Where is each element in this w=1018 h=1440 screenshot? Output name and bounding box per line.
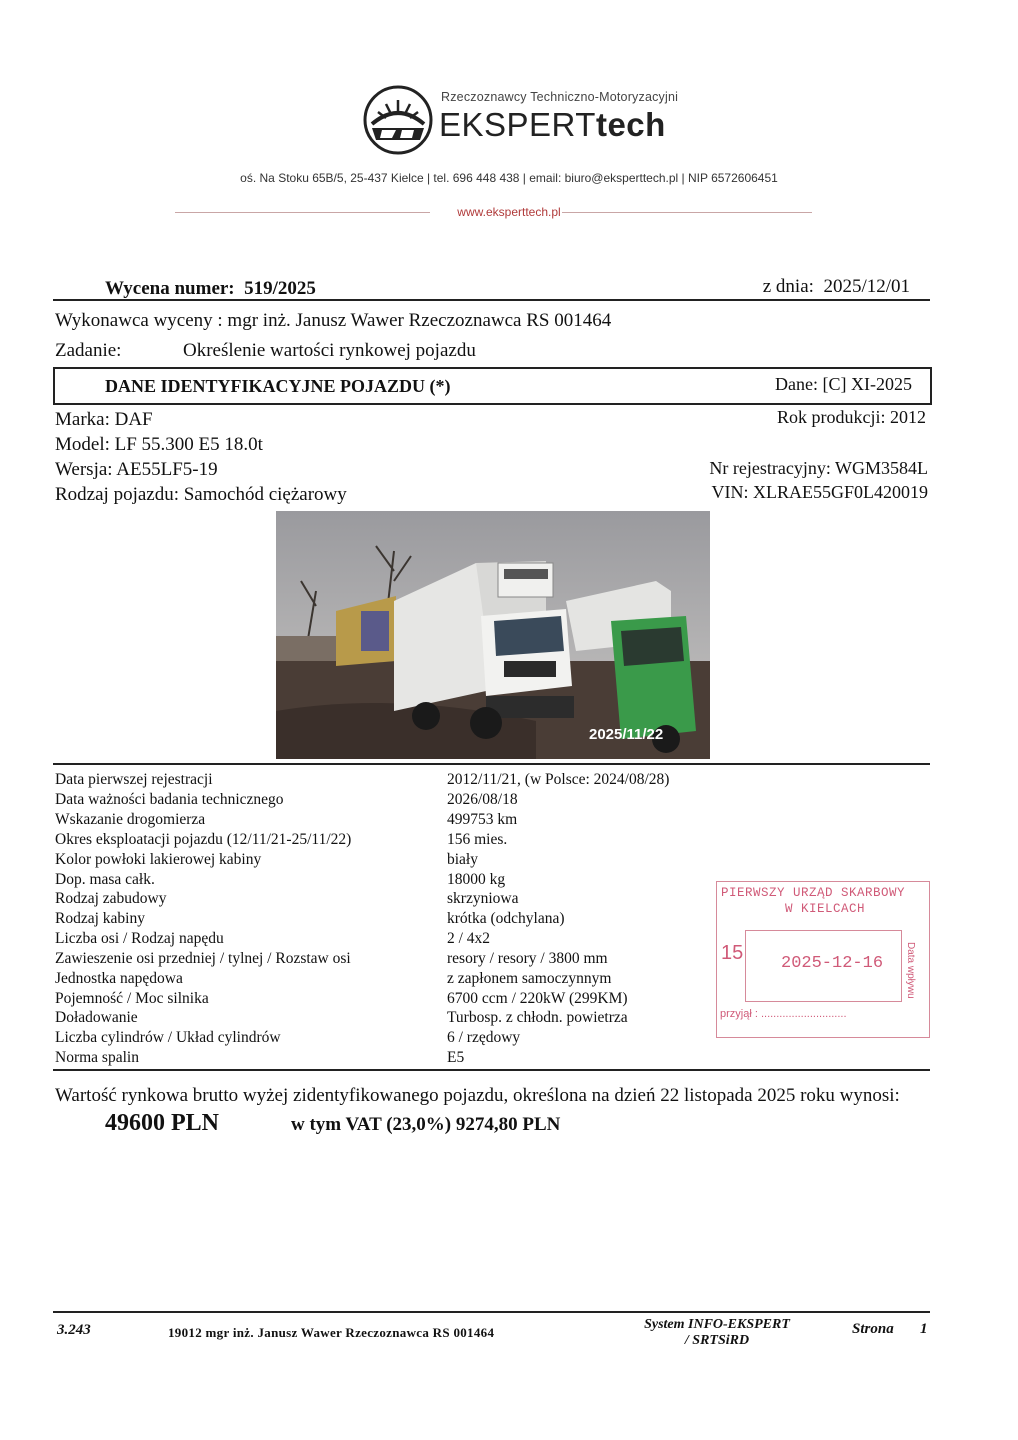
company-website-link[interactable]: www.eksperttech.pl (457, 205, 561, 219)
eksperttech-logo-icon (362, 84, 434, 156)
spec-label: Liczba cylindrów / Układ cylindrów (55, 1029, 281, 1046)
spec-value: 499753 km (447, 811, 518, 828)
spec-value: 2 / 4x2 (447, 930, 491, 947)
spec-label: Okres eksploatacji pojazdu (12/11/21-25/11/22) (55, 831, 352, 848)
divider (53, 1311, 930, 1313)
divider (53, 299, 930, 301)
vat-amount: w tym VAT (23,0%) 9274,80 PLN (291, 1114, 561, 1135)
divider (53, 763, 930, 765)
vin-number: VIN: XLRAE55GF0L420019 (711, 482, 928, 502)
valuation-number-value: 519/2025 (244, 278, 316, 299)
data-source-label: Dane: [C] XI-2025 (775, 374, 912, 394)
spec-value: 156 mies. (447, 831, 508, 848)
spec-value: resory / resory / 3800 mm (447, 950, 608, 967)
identification-box (53, 367, 932, 405)
stamp-number: 15 (721, 942, 744, 964)
contractor: Wykonawca wyceny : mgr inż. Janusz Wawer Rzeczoznawca RS 001464 (55, 310, 612, 331)
footer-system (560, 1317, 874, 1349)
divider (562, 212, 812, 213)
photo-date-stamp: 2025/11/22 (589, 726, 664, 743)
spec-value: z zapłonem samoczynnym (447, 970, 612, 987)
valuation-statement: Wartość rynkowa brutto wyżej zidentyfikowanego pojazdu, określona na dzień 22 listopada 2025 roku wynosi: (55, 1085, 900, 1106)
valuation-number-label: Wycena numer: (105, 278, 235, 299)
stamp-office-name: PIERWSZY URZĄD SKARBOWY (721, 886, 906, 900)
stamp-city: W KIELCACH (785, 902, 866, 916)
spec-label: Dop. masa całk. (55, 871, 155, 888)
footer-version: 3.243 (57, 1322, 91, 1338)
spec-label: Kolor powłoki lakierowej kabiny (55, 851, 262, 868)
spec-value: skrzyniowa (447, 890, 519, 907)
spec-label: Data ważności badania technicznego (55, 791, 284, 808)
spec-label: Rodzaj zabudowy (55, 890, 167, 907)
task-value: Określenie wartości rynkowej pojazdu (183, 340, 476, 361)
stamp-side-label: Data wpływu (905, 942, 916, 999)
identification-title: DANE IDENTYFIKACYJNE POJAZDU (*) (105, 376, 451, 396)
spec-value: 6 / rzędowy (447, 1029, 521, 1046)
spec-label: Rodzaj kabiny (55, 910, 145, 927)
valuation-number (105, 278, 316, 300)
spec-label: Doładowanie (55, 1009, 138, 1026)
footer-author: 19012 mgr inż. Janusz Wawer Rzeczoznawca RS 001464 (168, 1325, 495, 1340)
registration-number: Nr rejestracyjny: WGM3584L (709, 458, 928, 478)
spec-value: biały (447, 851, 478, 868)
vehicle-version: Wersja: AE55LF5-19 (55, 459, 218, 480)
company-tagline: Rzeczoznawcy Techniczno-Motoryzacyjni (441, 90, 679, 104)
company-brand (439, 106, 666, 144)
spec-value: Turbosp. z chłodn. powietrza (447, 1009, 628, 1026)
spec-value: 6700 ccm / 220kW (299KM) (447, 990, 628, 1007)
brand-light: EKSPERT (439, 106, 596, 143)
footer-system-name: System INFO-EKSPERT (644, 1317, 790, 1332)
spec-label: Wskazanie drogomierza (55, 811, 206, 828)
footer-page-label: Strona (852, 1321, 894, 1337)
spec-value: 18000 kg (447, 871, 506, 888)
spec-value: 2026/08/18 (447, 791, 518, 808)
brand-bold: tech (595, 106, 666, 143)
valuation-date (763, 276, 910, 298)
spec-value: E5 (447, 1049, 465, 1066)
footer-page-number: 1 (920, 1321, 928, 1337)
spec-label: Norma spalin (55, 1049, 139, 1066)
spec-label: Data pierwszej rejestracji (55, 771, 213, 788)
valuation-date-label: z dnia: (762, 276, 814, 297)
stamp-received-by: przyjął : ............................ (720, 1008, 847, 1020)
company-contact: oś. Na Stoku 65B/5, 25-437 Kielce | tel. 696 448 438 | email: biuro@eksperttech.pl | NIP 6572606451 (240, 171, 778, 185)
spec-value: 2012/11/21, (w Polsce: 2024/08/28) (447, 771, 670, 788)
truck-illustration-icon (276, 511, 710, 759)
stamp-date: 2025-12-16 (781, 954, 884, 973)
vehicle-photo (276, 511, 710, 759)
production-year: Rok produkcji: 2012 (777, 407, 926, 427)
market-value-price: 49600 PLN (105, 1110, 219, 1136)
vehicle-model: Model: LF 55.300 E5 18.0t (55, 434, 263, 455)
spec-value: krótka (odchylana) (447, 910, 565, 927)
spec-label: Jednostka napędowa (55, 970, 183, 987)
vehicle-type: Rodzaj pojazdu: Samochód ciężarowy (55, 484, 347, 505)
task-label: Zadanie: (55, 340, 122, 361)
spec-label: Pojemność / Moc silnika (55, 990, 209, 1007)
divider (53, 1069, 930, 1071)
valuation-date-value: 2025/12/01 (823, 276, 910, 297)
footer-system-sub: / SRTSiRD (684, 1333, 750, 1348)
tax-office-stamp (716, 881, 930, 1038)
spec-label: Liczba osi / Rodzaj napędu (55, 930, 224, 947)
vehicle-make: Marka: DAF (55, 409, 153, 430)
spec-label: Zawieszenie osi przedniej / tylnej / Rozstaw osi (55, 950, 351, 967)
